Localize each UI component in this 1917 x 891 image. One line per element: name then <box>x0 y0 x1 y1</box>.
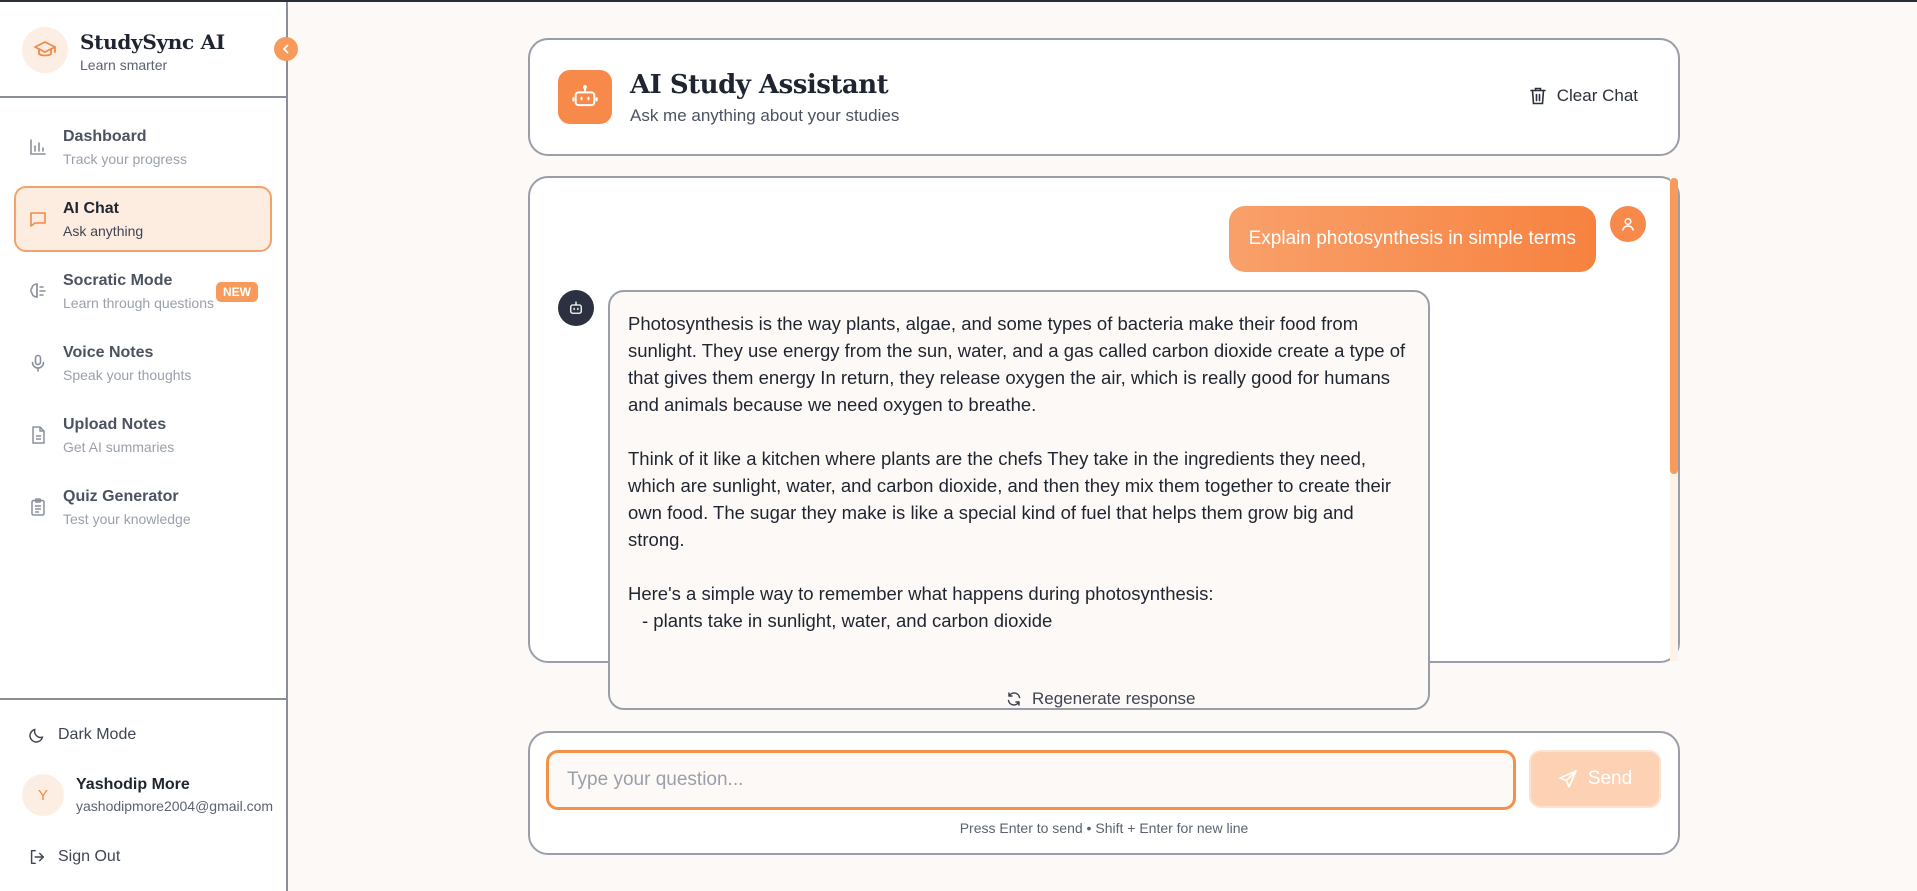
sidebar-item-subtitle: Track your progress <box>63 151 187 167</box>
bot-avatar-icon <box>558 290 594 326</box>
document-icon <box>28 425 48 445</box>
bar-chart-icon <box>28 137 48 157</box>
clear-chat-button[interactable] <box>1529 86 1638 106</box>
sidebar-item-dashboard[interactable] <box>14 114 272 180</box>
message-composer <box>528 731 1680 855</box>
send-button[interactable] <box>1529 750 1661 808</box>
assistant-list-item: - plants take in sunlight, water, and carbon dioxide <box>642 610 1053 631</box>
collapse-sidebar-button[interactable] <box>274 37 298 61</box>
page-subtitle: Ask me anything about your studies <box>630 106 900 125</box>
new-badge: NEW <box>216 282 258 302</box>
sign-out-button[interactable] <box>28 848 120 866</box>
sign-out-icon <box>28 848 46 866</box>
sidebar-item-label: Quiz Generator <box>63 488 179 505</box>
user-name: Yashodip More <box>76 776 190 793</box>
graduation-cap-icon <box>22 27 68 73</box>
sidebar-item-subtitle: Get AI summaries <box>63 439 175 455</box>
sidebar-item-label: Upload Notes <box>63 416 167 433</box>
user-email: yashodipmore2004@gmail.com <box>76 798 274 814</box>
clear-chat-label: Clear Chat <box>1556 86 1638 105</box>
sidebar-item-subtitle: Test your knowledge <box>63 511 191 527</box>
regenerate-button[interactable] <box>1006 689 1196 709</box>
sidebar-item-label: AI Chat <box>63 200 119 217</box>
scrollbar-track[interactable] <box>1670 178 1678 661</box>
moon-icon <box>28 726 46 744</box>
sidebar-item-voice-notes[interactable] <box>14 330 272 396</box>
brand-subtitle: Learn smarter <box>80 57 168 73</box>
sidebar-item-label: Dashboard <box>63 128 147 145</box>
question-input[interactable] <box>546 750 1516 810</box>
sidebar-item-label: Voice Notes <box>63 344 154 361</box>
sidebar-nav <box>14 114 272 546</box>
chat-messages[interactable] <box>528 176 1680 663</box>
chat-bubble-icon <box>28 209 48 229</box>
assistant-paragraph: Think of it like a kitchen where plants are the chefs They take in the ingredients they need, which are sunlight, water, and carbon dioxide, and then they mix them together to create their own food. The sugar they make is like a special kind of fuel that helps them grow big and strong. <box>628 448 1392 550</box>
microphone-icon <box>28 353 48 373</box>
dark-mode-label: Dark Mode <box>58 726 137 743</box>
sidebar-item-socratic-mode[interactable] <box>14 258 272 324</box>
user-avatar-icon <box>1610 206 1646 242</box>
assistant-paragraph: Photosynthesis is the way plants, algae, and some types of bacteria make their food from sunlight. They use energy from the sun, water, and a gas called carbon dioxide create a type of that gives them energy In return, they release oxygen the air, which is really good for humans and animals because we need oxygen to breathe. <box>628 313 1406 415</box>
sidebar-item-subtitle: Ask anything <box>63 223 144 239</box>
chat-header <box>528 38 1680 156</box>
sidebar-item-label: Socratic Mode <box>63 272 173 289</box>
sidebar-item-ai-chat[interactable] <box>14 186 272 252</box>
sign-out-label: Sign Out <box>58 848 121 865</box>
regenerate-label: Regenerate response <box>1032 689 1196 708</box>
sidebar <box>0 2 288 891</box>
brand-header <box>0 2 286 98</box>
scrollbar-thumb[interactable] <box>1670 178 1678 474</box>
assistant-paragraph: Here's a simple way to remember what happens during photosynthesis: <box>628 583 1214 604</box>
brain-icon <box>28 281 48 301</box>
send-icon <box>1558 769 1578 789</box>
brand-title: StudySync AI <box>80 30 225 54</box>
page-title: AI Study Assistant <box>630 70 889 100</box>
sidebar-item-quiz-generator[interactable] <box>14 474 272 540</box>
clipboard-icon <box>28 497 48 517</box>
trash-icon <box>1529 86 1547 106</box>
bot-icon <box>558 70 612 124</box>
sidebar-item-subtitle: Learn through questions <box>63 295 214 311</box>
avatar: Y <box>22 774 64 816</box>
assistant-message-bubble <box>608 290 1430 710</box>
send-label: Send <box>1587 768 1633 789</box>
sidebar-item-subtitle: Speak your thoughts <box>63 367 192 383</box>
refresh-icon <box>1006 691 1022 707</box>
user-message-bubble: Explain photosynthesis in simple terms <box>1229 206 1596 272</box>
sidebar-footer <box>0 698 286 891</box>
composer-hint: Press Enter to send • Shift + Enter for new line <box>959 820 1249 836</box>
chevron-left-icon <box>280 43 292 55</box>
sidebar-item-upload-notes[interactable] <box>14 402 272 468</box>
dark-mode-toggle[interactable] <box>28 726 136 744</box>
